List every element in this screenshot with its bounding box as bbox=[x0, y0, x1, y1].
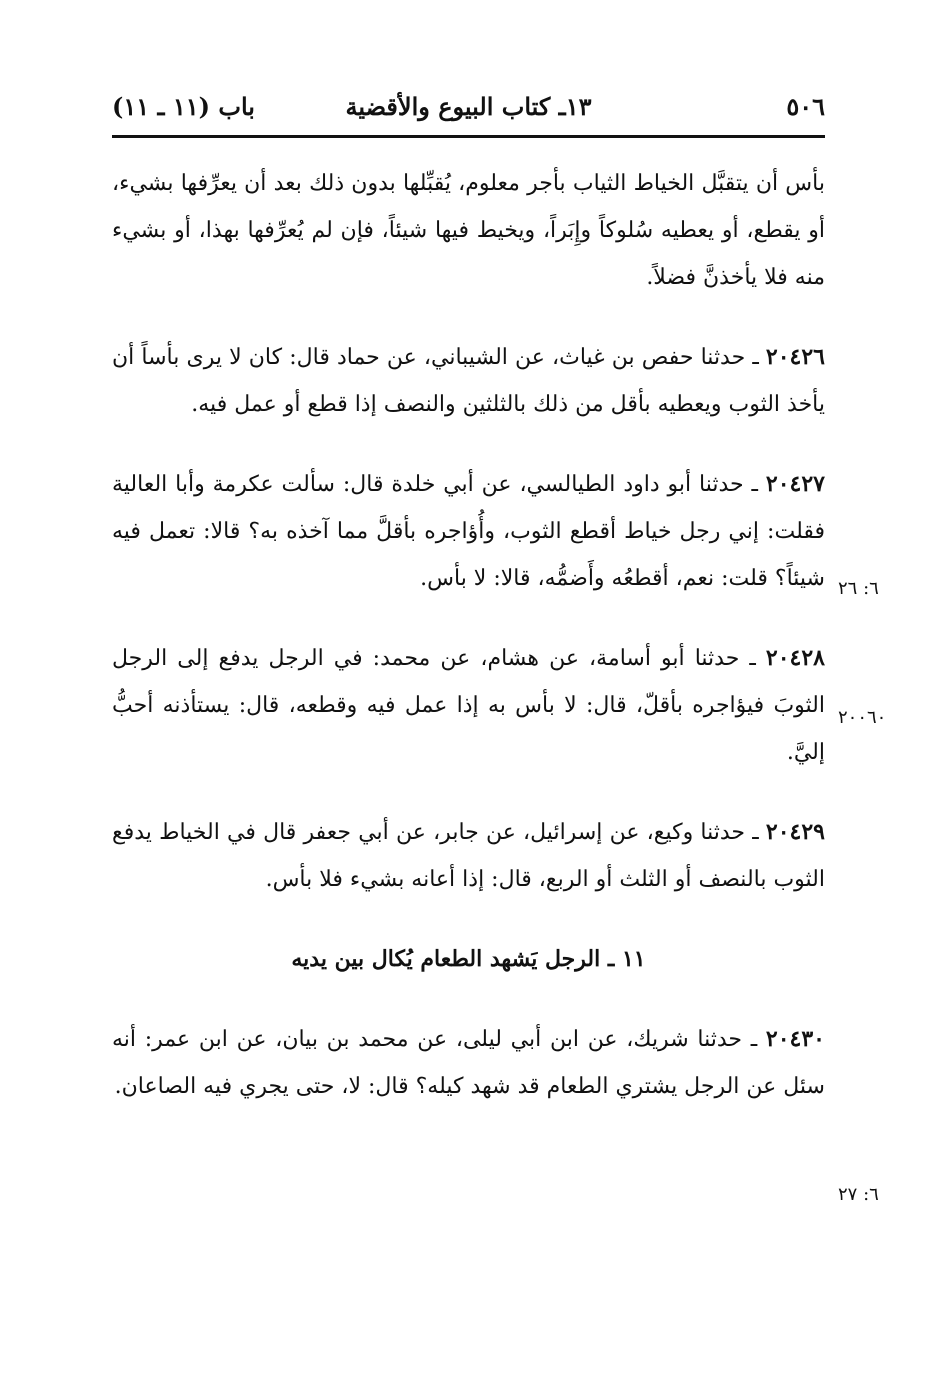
paragraph-text: بأس أن يتقبَّل الخياط الثياب بأجر معلوم، يُقبِّلها بدون ذلك بعد أن يعرِّفها بشيء، أو يقطع، أو يعطيه سُلوكاً وإِبَراً، ويخيط فيها شيئاً، فإن لم يُعرِّفها بهذا، أو بشيء منه فلا يأخذنَّ فضلاً. bbox=[112, 171, 825, 290]
page-body bbox=[112, 160, 825, 1143]
hadith-number: ٢٠٤٢٩ bbox=[765, 819, 825, 845]
page-number: ٥٠٦ bbox=[786, 92, 825, 121]
paragraph-text: ـ حدثنا شريك، عن ابن أبي ليلى، عن محمد بن بيان، عن ابن عمر: أنه سئل عن الرجل يشتري الطعام قد شهد كيله؟ قال: لا، حتى يجري فيه الصاعان. bbox=[112, 1027, 825, 1099]
paragraph-text: ـ حدثنا حفص بن غياث، عن الشيباني، عن حماد قال: كان لا يرى بأساً أن يأخذ الثوب ويعطيه بأقل من ذلك بالثلثين والنصف إذا قطع أو عمل فيه. bbox=[112, 345, 825, 417]
margin-note: ٦: ٢٦ bbox=[838, 578, 879, 599]
margin-note: ٢٠٠٦٠ bbox=[838, 707, 887, 728]
header-rule bbox=[112, 135, 825, 138]
hadith-20428 bbox=[112, 635, 825, 776]
paragraph-text: ـ حدثنا أبو داود الطيالسي، عن أبي خلدة قال: سألت عكرمة وأبا العالية فقلت: إني رجل خياط أقطع الثوب، وأُؤاجره بأقلَّ مما آخذه به؟ قالا: تعمل فيه شيئاً؟ قلت: نعم، أقطعُه وأَضمُّه، قالا: لا بأس. bbox=[112, 472, 825, 591]
chapter-reference: باب (١١ ـ ١١) bbox=[112, 92, 255, 121]
hadith-20430 bbox=[112, 1016, 825, 1110]
running-header bbox=[112, 92, 825, 132]
hadith-20429 bbox=[112, 809, 825, 903]
hadith-number: ٢٠٤٢٨ bbox=[765, 645, 825, 671]
hadith-20427 bbox=[112, 461, 825, 602]
hadith-number: ٢٠٤٢٧ bbox=[765, 471, 825, 497]
paragraph-text: ـ حدثنا أبو أسامة، عن هشام، عن محمد: في الرجل يدفع إلى الرجل الثوبَ فيؤاجره بأقلّ، قال: لا بأس به إذا عمل فيه وقطعه، قال: يستأذنه أحبُّ إليَّ. bbox=[112, 646, 825, 765]
hadith-number: ٢٠٤٢٦ bbox=[765, 344, 825, 370]
paragraph-continuation bbox=[112, 160, 825, 301]
hadith-20426 bbox=[112, 334, 825, 428]
paragraph-text: ـ حدثنا وكيع، عن إسرائيل، عن جابر، عن أبي جعفر قال في الخياط يدفع الثوب بالنصف أو الثلث أو الربع، قال: إذا أعانه بشيء فلا بأس. bbox=[112, 820, 825, 892]
margin-note: ٦: ٢٧ bbox=[838, 1184, 879, 1205]
hadith-number: ٢٠٤٣٠ bbox=[765, 1026, 825, 1052]
chapter-heading: ١١ ـ الرجل يَشهد الطعام يُكال بين يديه bbox=[291, 946, 646, 972]
book-title: ١٣ـ كتاب البيوع والأقضية bbox=[345, 92, 592, 121]
